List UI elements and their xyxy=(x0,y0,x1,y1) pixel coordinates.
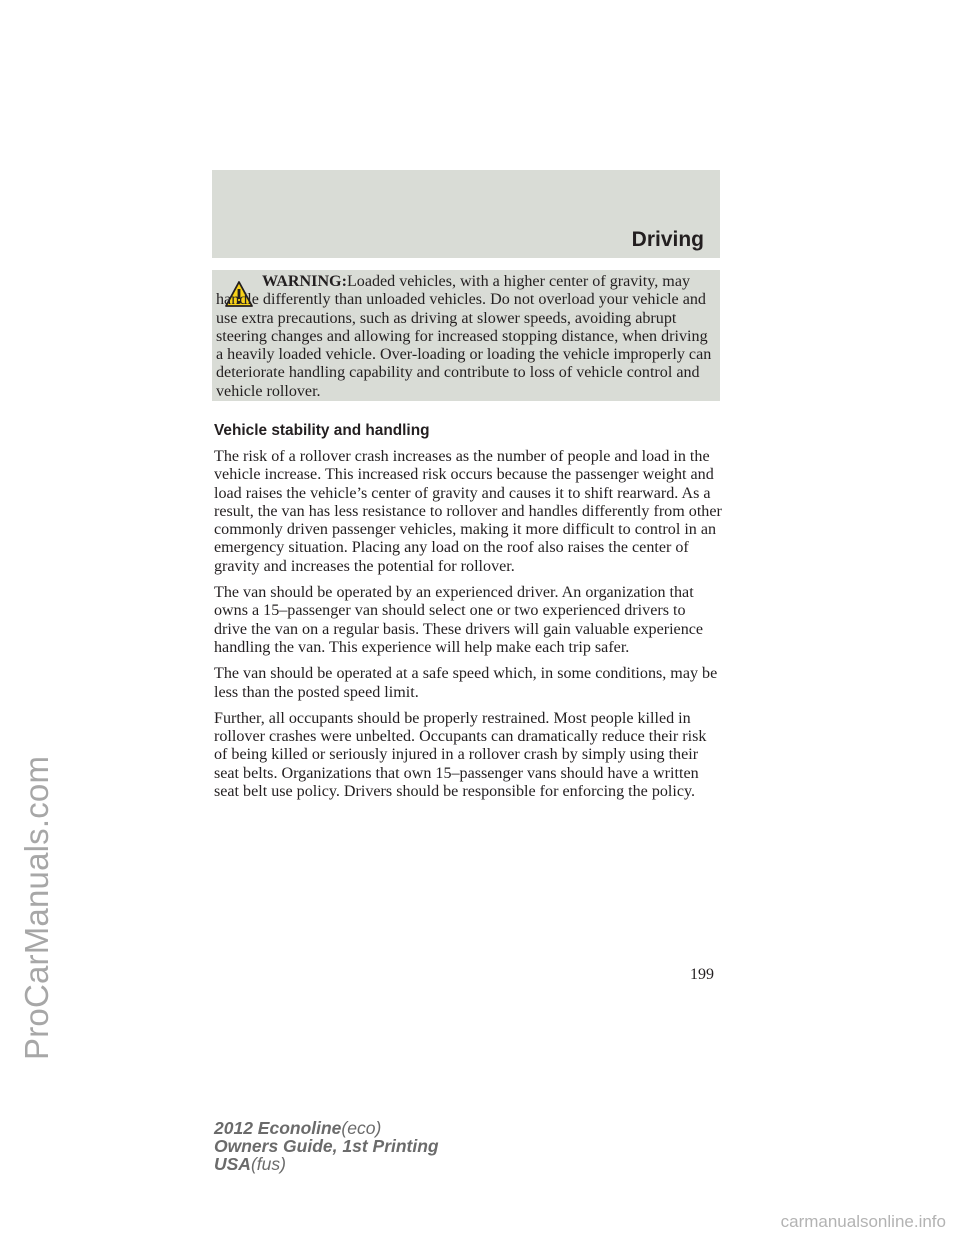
main-content xyxy=(214,422,722,809)
paragraph: The risk of a rollover crash increases as the number of people and load in the vehicle increase. This increased risk occurs because the passenger weight and load raises the vehicle’s center of gravity and causes it to shift rearward. As a result, the van has less resistance to rollover and handles differently from other commonly driven passenger vehicles, making it more difficult to control in an emergency situation. Placing any load on the roof also raises the center of gravity and increases the potential for rollover. xyxy=(214,448,722,575)
footer-line-2: Owners Guide, 1st Printing xyxy=(214,1136,439,1156)
footer-model-code: (eco) xyxy=(341,1118,382,1138)
footer-model: 2012 Econoline xyxy=(214,1118,342,1138)
paragraph: The van should be operated by an experienced driver. An organization that owns a 15–passenger van should select one or two experienced drivers to drive the van on a regular basis. These drivers will gain valuable experience handling the van. This experience will help make each trip safer. xyxy=(214,584,704,656)
warning-box xyxy=(212,270,720,401)
footer-market-code: (fus) xyxy=(250,1154,286,1174)
footer-market: USA xyxy=(214,1154,251,1174)
paragraph: Further, all occupants should be properly restrained. Most people killed in rollover crashes were unbelted. Occupants can dramatically reduce their risk of being killed or seriously injured in a rollover crash by simply using their seat belts. Organizations that own 15–passenger vans should have a written seat belt use policy. Drivers should be responsible for enforcing the policy. xyxy=(214,709,707,801)
page-number: 199 xyxy=(690,966,714,983)
warning-body: Loaded vehicles, with a higher center of gravity, may handle differently than unloaded vehicles. Do not overload your vehicle and use extra precautions, such as driving at slower speeds, avoiding abrupt steering changes and allowing for increased stopping distance, when driving a heavily loaded vehicle. Over-loading or loading the vehicle improperly can deteriorate handling capability and contribute to loss of vehicle control and vehicle rollover. xyxy=(216,273,712,400)
footer-line-3 xyxy=(214,1155,439,1173)
footer xyxy=(214,1119,439,1173)
section-title: Driving xyxy=(631,228,704,251)
warning-label: WARNING: xyxy=(262,273,347,290)
bottom-watermark: carmanualsonline.info xyxy=(780,1212,946,1231)
warning-text xyxy=(216,273,712,401)
paragraph: The van should be operated at a safe speed which, in some conditions, may be less than the posted speed limit. xyxy=(214,665,718,701)
side-watermark: ProCarManuals.com xyxy=(18,755,55,1060)
footer-line-1 xyxy=(214,1119,439,1137)
section-heading: Vehicle stability and handling xyxy=(214,422,430,439)
section-header xyxy=(212,170,720,258)
